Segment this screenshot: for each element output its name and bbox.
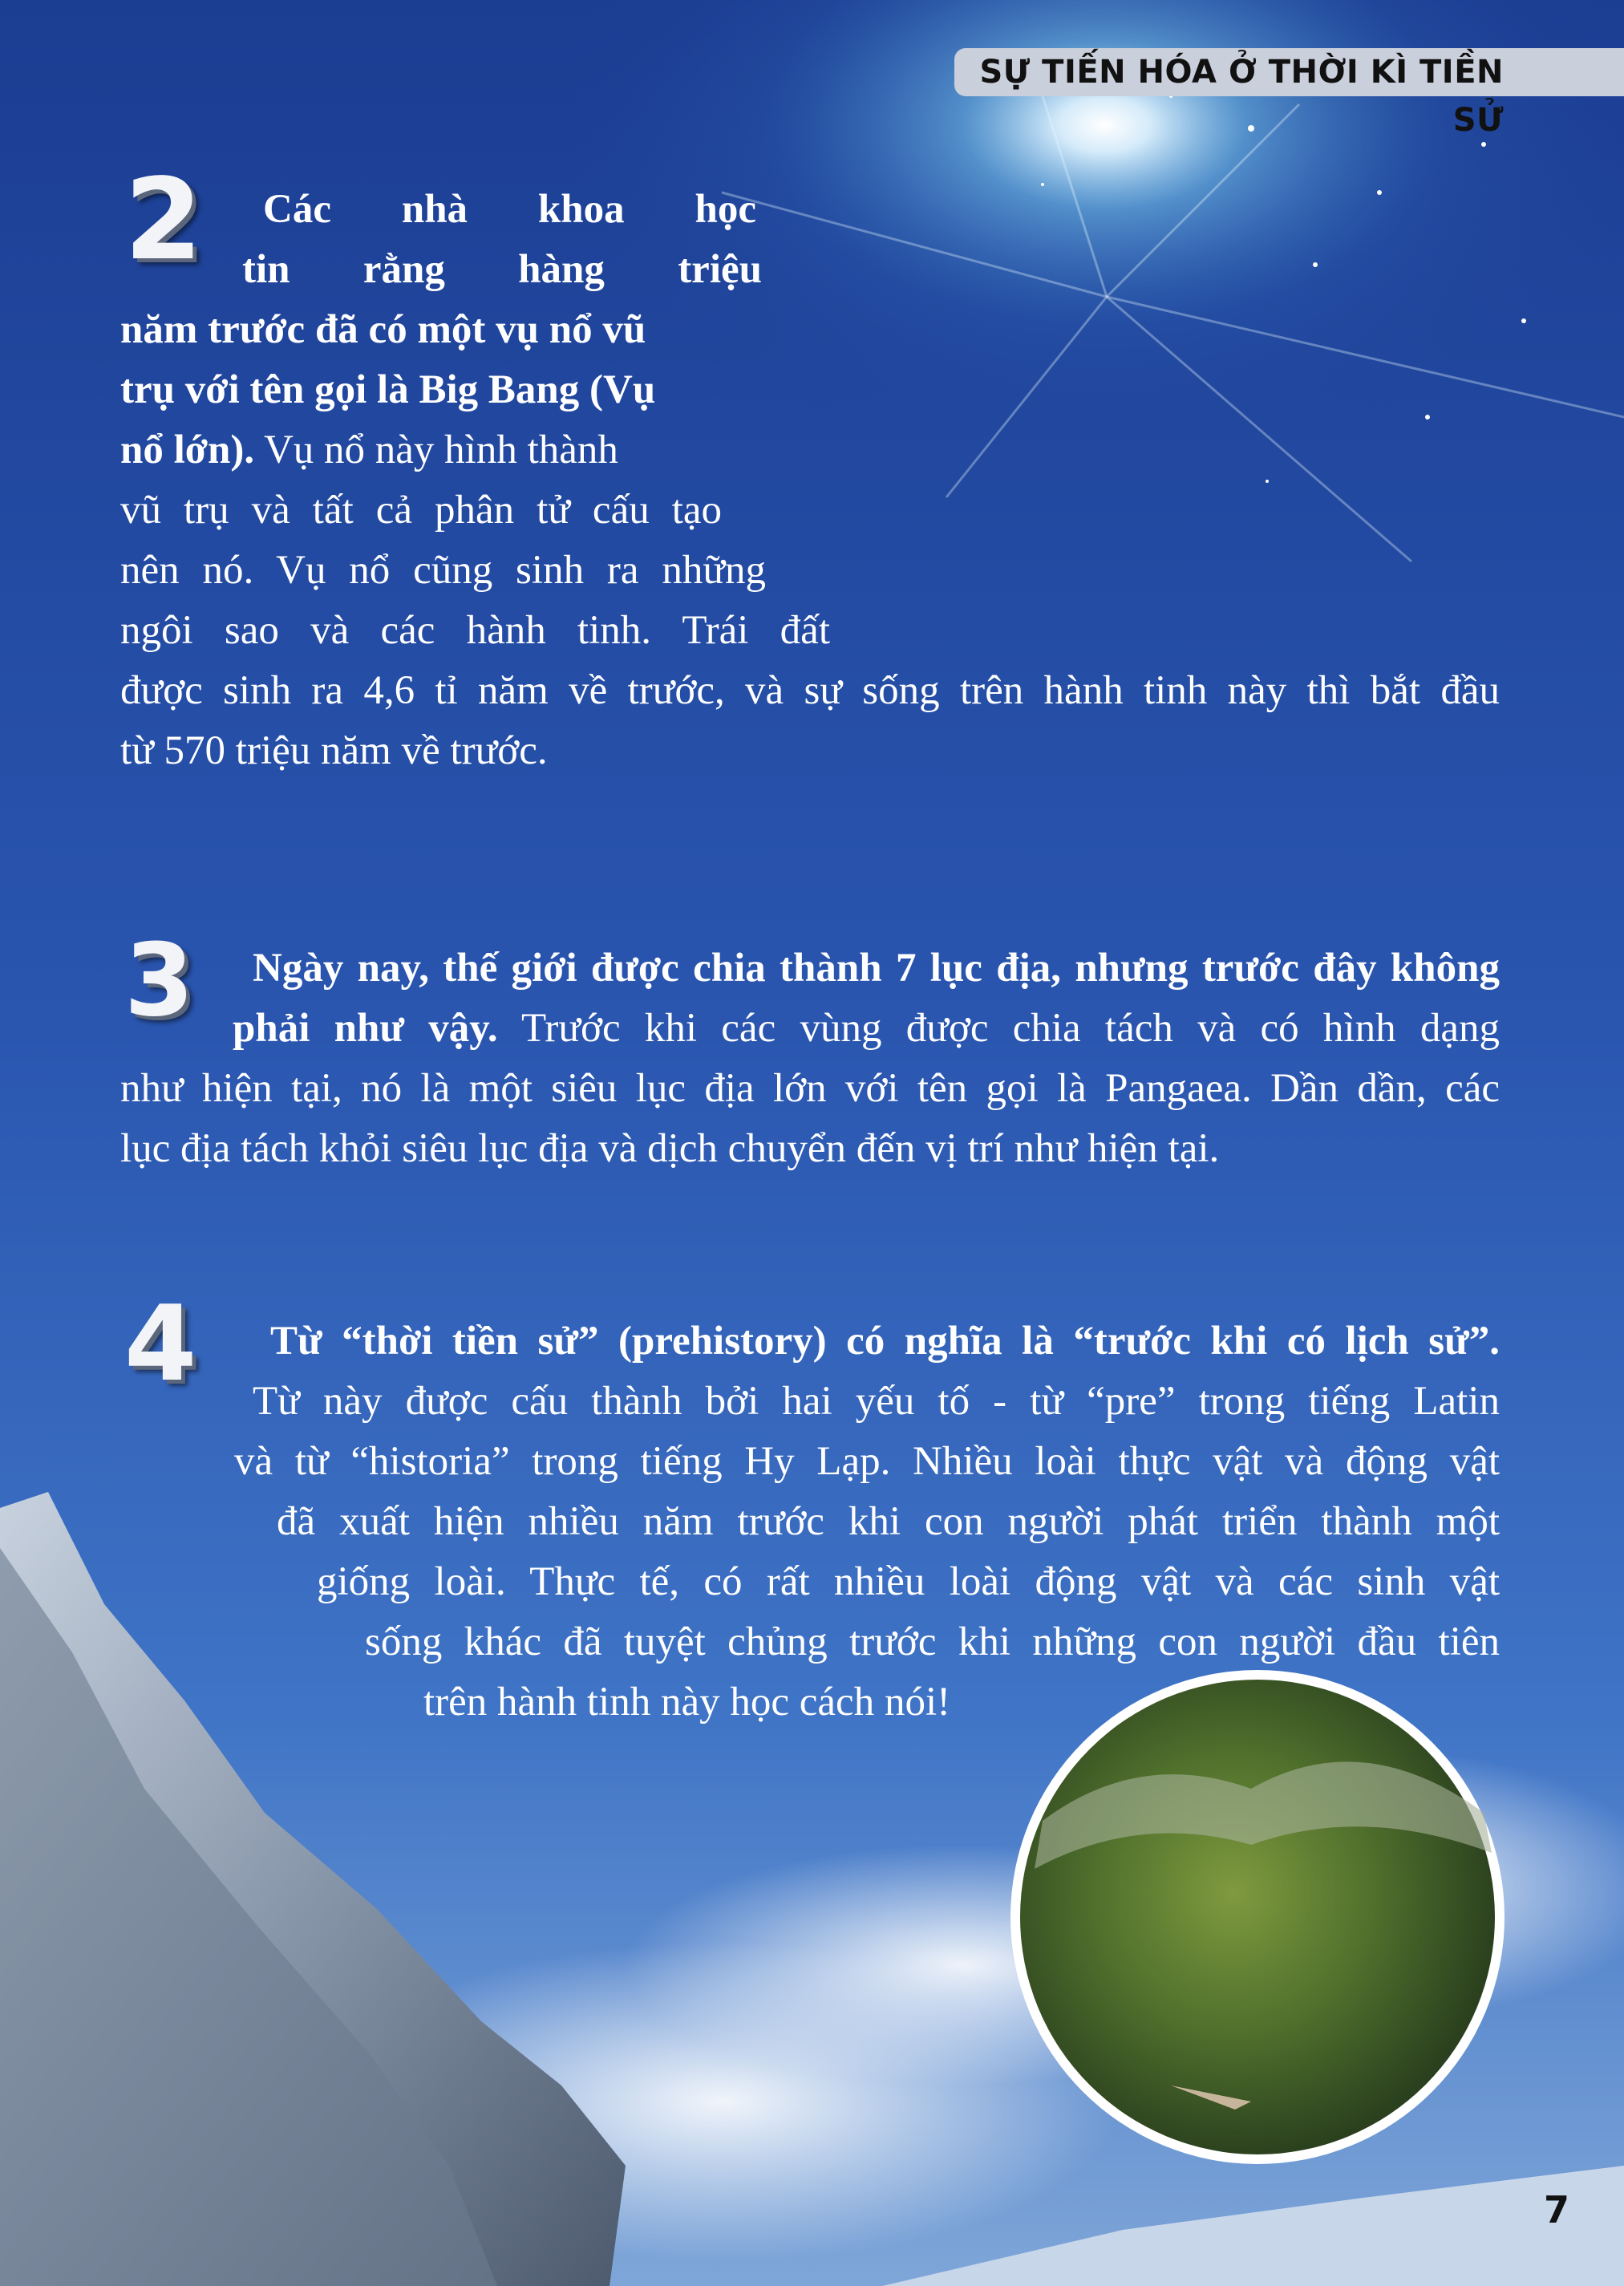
- section-3-mixed-line: [233, 999, 1500, 1059]
- section-4-line: Từ này được cấu thành bởi hai yếu tố - từ “pre” trong tiếng Latin: [253, 1379, 1500, 1424]
- section-2-bold-line: tin rằng hàng triệu: [242, 247, 762, 292]
- section-4-bold-line: Từ “thời tiền sử” (prehistory) có nghĩa là “trước khi có lịch sử”.: [270, 1319, 1500, 1364]
- section-4-line: đã xuất hiện nhiều năm trước khi con người phát triển thành một: [277, 1499, 1500, 1544]
- section-2-line: vũ trụ và tất cả phân tử cấu tạo: [120, 488, 722, 533]
- header-title: SỰ TIẾN HÓA Ở THỜI KÌ TIỀN SỬ: [979, 54, 1504, 139]
- section-number-4: 4: [124, 1283, 197, 1404]
- section-4-line: trên hành tinh này học cách nói!: [423, 1680, 951, 1725]
- section-3-bold-line: phải như vậy.: [233, 1006, 498, 1051]
- page-number: 7: [1544, 2188, 1570, 2231]
- section-4-line: và từ “historia” trong tiếng Hy Lạp. Nhiều loài thực vật và động vật: [234, 1439, 1500, 1484]
- section-2-mixed-line: [120, 420, 1500, 480]
- section-3-line: Trước khi các vùng được chia tách và có hình dạng: [497, 1006, 1500, 1051]
- section-2-line: Vụ nổ này hình thành: [254, 428, 618, 472]
- section-number-2: 2: [124, 155, 203, 286]
- section-4-line: giống loài. Thực tế, có rất nhiều loài động vật và các sinh vật: [317, 1559, 1500, 1604]
- section-3-text: [120, 938, 1500, 1179]
- section-2-line: ngôi sao và các hành tinh. Trái đất: [120, 608, 830, 653]
- section-2-bold-line: trụ với tên gọi là Big Bang (Vụ: [120, 367, 656, 412]
- section-2-line: nên nó. Vụ nổ cũng sinh ra những: [120, 548, 766, 593]
- section-4-line: sống khác đã tuyệt chủng trước khi những con người đầu tiên: [365, 1619, 1500, 1664]
- section-2-bold-line: Các nhà khoa học: [263, 187, 756, 232]
- section-2-line: được sinh ra 4,6 tỉ năm về trước, và sự sống trên hành tinh này thì bắt đầu: [120, 668, 1500, 713]
- section-2-bold-line: năm trước đã có một vụ nổ vũ: [120, 307, 646, 352]
- section-3-line: lục địa tách khỏi siêu lục địa và dịch chuyển đến vị trí như hiện tại.: [120, 1126, 1220, 1171]
- section-number-3: 3: [124, 922, 194, 1039]
- section-2-bold-line: nổ lớn).: [120, 428, 255, 472]
- section-3-line: như hiện tại, nó là một siêu lục địa lớn với tên gọi là Pangaea. Dần dần, các: [120, 1066, 1500, 1111]
- section-3-bold-line: Ngày nay, thế giới được chia thành 7 lục địa, nhưng trước đây không: [253, 946, 1500, 991]
- section-2-text: [120, 180, 1500, 781]
- header-bar: [954, 48, 1624, 139]
- section-4-text: [120, 1311, 1500, 1733]
- section-2-line: từ 570 triệu năm về trước.: [120, 728, 548, 773]
